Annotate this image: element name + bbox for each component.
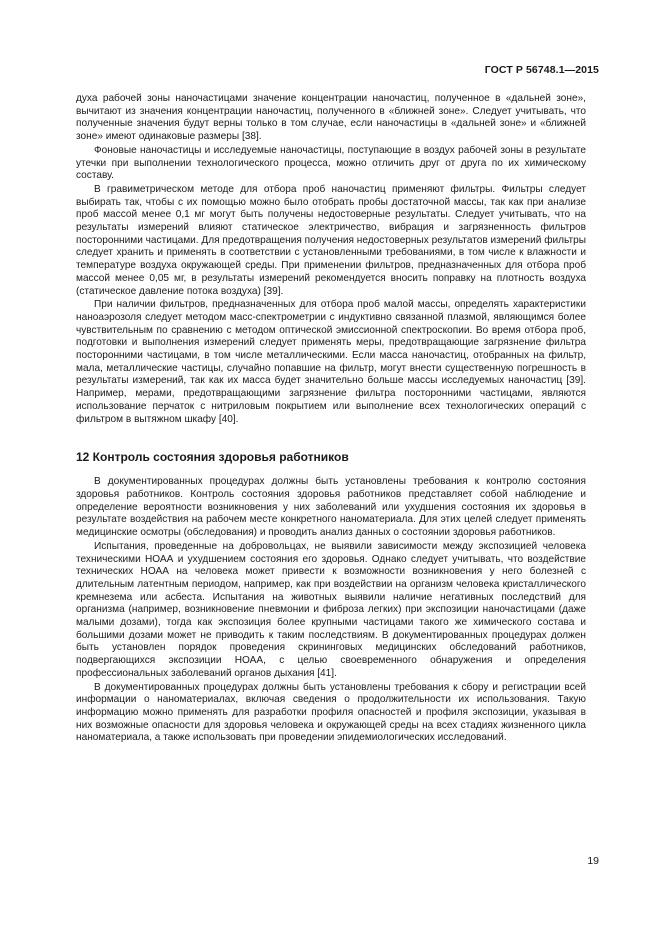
page-content [76,93,586,745]
paragraph: В документированных процедурах должны быть установлены требования к сбору и регистрации всей информации о наноматериалах, включая сведения о продолжительности их использования. Такую информацию можно применять для разработки профиля опасностей и профиля экспозиции, указывая в них возможные опасности для здоровья человека и окружающей среды на всех стадиях жизненного цикла наноматериала, а также использовать при проведении эпидемиологических исследований. [76,681,586,744]
paragraph-continued: духа рабочей зоны наночастицами значение концентрации наночастиц, полученное в «дальней зоне», вычитают из значения концентрации наночастиц, полученного в «ближней зоне». Следует учитывать, что полученные значения будут верны только в том случае, если наночастицы в «дальней зоне» и «ближней зоне» имеют одинаковые размеры [38]. [76,93,586,143]
paragraph: В документированных процедурах должны быть установлены требования к контролю состояния здоровья работников. Контроль состояния здоровья работников представляет собой наблюдение и определение вероятности возникновения у них заболеваний или ухудшения состояния их здоровья в результате воздействия на рабочем месте конкретного наноматериала. Для этих целей следует применять медицинские осмотры (обследования) и проводить анализ данных о состоянии здоровья работников. [76,476,586,539]
page-number: 19 [587,855,599,867]
section-heading: 12 Контроль состояния здоровья работников [76,450,349,465]
paragraph: При наличии фильтров, предназначенных для отбора проб малой массы, определять характеристики наноаэрозоля следует методом масс-спектрометрии с индуктивно связанной плазмой, являющимся более чувствительным по сравнению с методом оптической эмиссионной спектроскопии. Во время отбора проб, подготовки и выполнения измерений следует применять меры, предотвращающие загрязнение фильтра посторонними частицами, в том числе металлическими. Если масса наночастиц, отобранных на фильтр, мала, металлические частицы, случайно попавшие на фильтр, могут внести существенную погрешность в результаты измерений, так как их масса будет значительно больше массы исследуемых наночастиц [39]. Например, мерами, предотвращающими загрязнение фильтра посторонними частицами, являются использование перчаток с нитриловым покрытием или выполнение всех технологических операций с фильтром в вытяжном шкафу [40]. [76,299,586,425]
paragraph: В гравиметрическом методе для отбора проб наночастиц применяют фильтры. Фильтры следует выбирать так, чтобы с их помощью можно было отобрать пробы достаточной массы, так как при анализе проб массой менее 0,1 мг могут быть получены недостоверные результаты. Следует учитывать, что на результаты измерений влияют статическое электричество, вибрация и загрязненность фильтров посторонними частицами. Для предотвращения получения недостоверных результатов измерений фильтры следует хранить и применять в соответствии с установленными требованиями, в том числе к влажности и температуре воздуха окружающей среды. При применении фильтров, предназначенных для отбора проб массой менее 0,05 мг, в результаты измерений рекомендуется вносить поправку на плотность воздуха (статическое давление потока воздуха) [39]. [76,183,586,297]
paragraph: Испытания, проведенные на добровольцах, не выявили зависимости между экспозицией человека техническими НОАА и ухудшением состояния его здоровья. Однако следует учитывать, что воздействие технических НОАА на человека может привести к возможности возникновения у него болезней с длительным латентным периодом, например, как при воздействии на организм человека кристаллического кремнезема или асбеста. Испытания на животных выявили наличие негативных последствий для организма (например, возникновение пневмонии и фиброза легких) при экспозиции наночастицами (даже малыми дозами), тогда как экспозиция более крупными частицами такого же химического состава и большими дозами может не приводить к таким последствиям. В документированных процедурах должен быть установлен порядок проведения скрининговых медицинских обследований работников, подвергающихся экспозиции НОАА, с целью своевременного обнаружения и определения профессиональных заболеваний органов дыхания [41]. [76,540,586,679]
paragraph: Фоновые наночастицы и исследуемые наночастицы, поступающие в воздух рабочей зоны в результате утечки при выполнении технологического процесса, можно отличить друг от друга по их химическому составу. [76,144,586,182]
document-code: ГОСТ Р 56748.1—2015 [484,64,599,76]
